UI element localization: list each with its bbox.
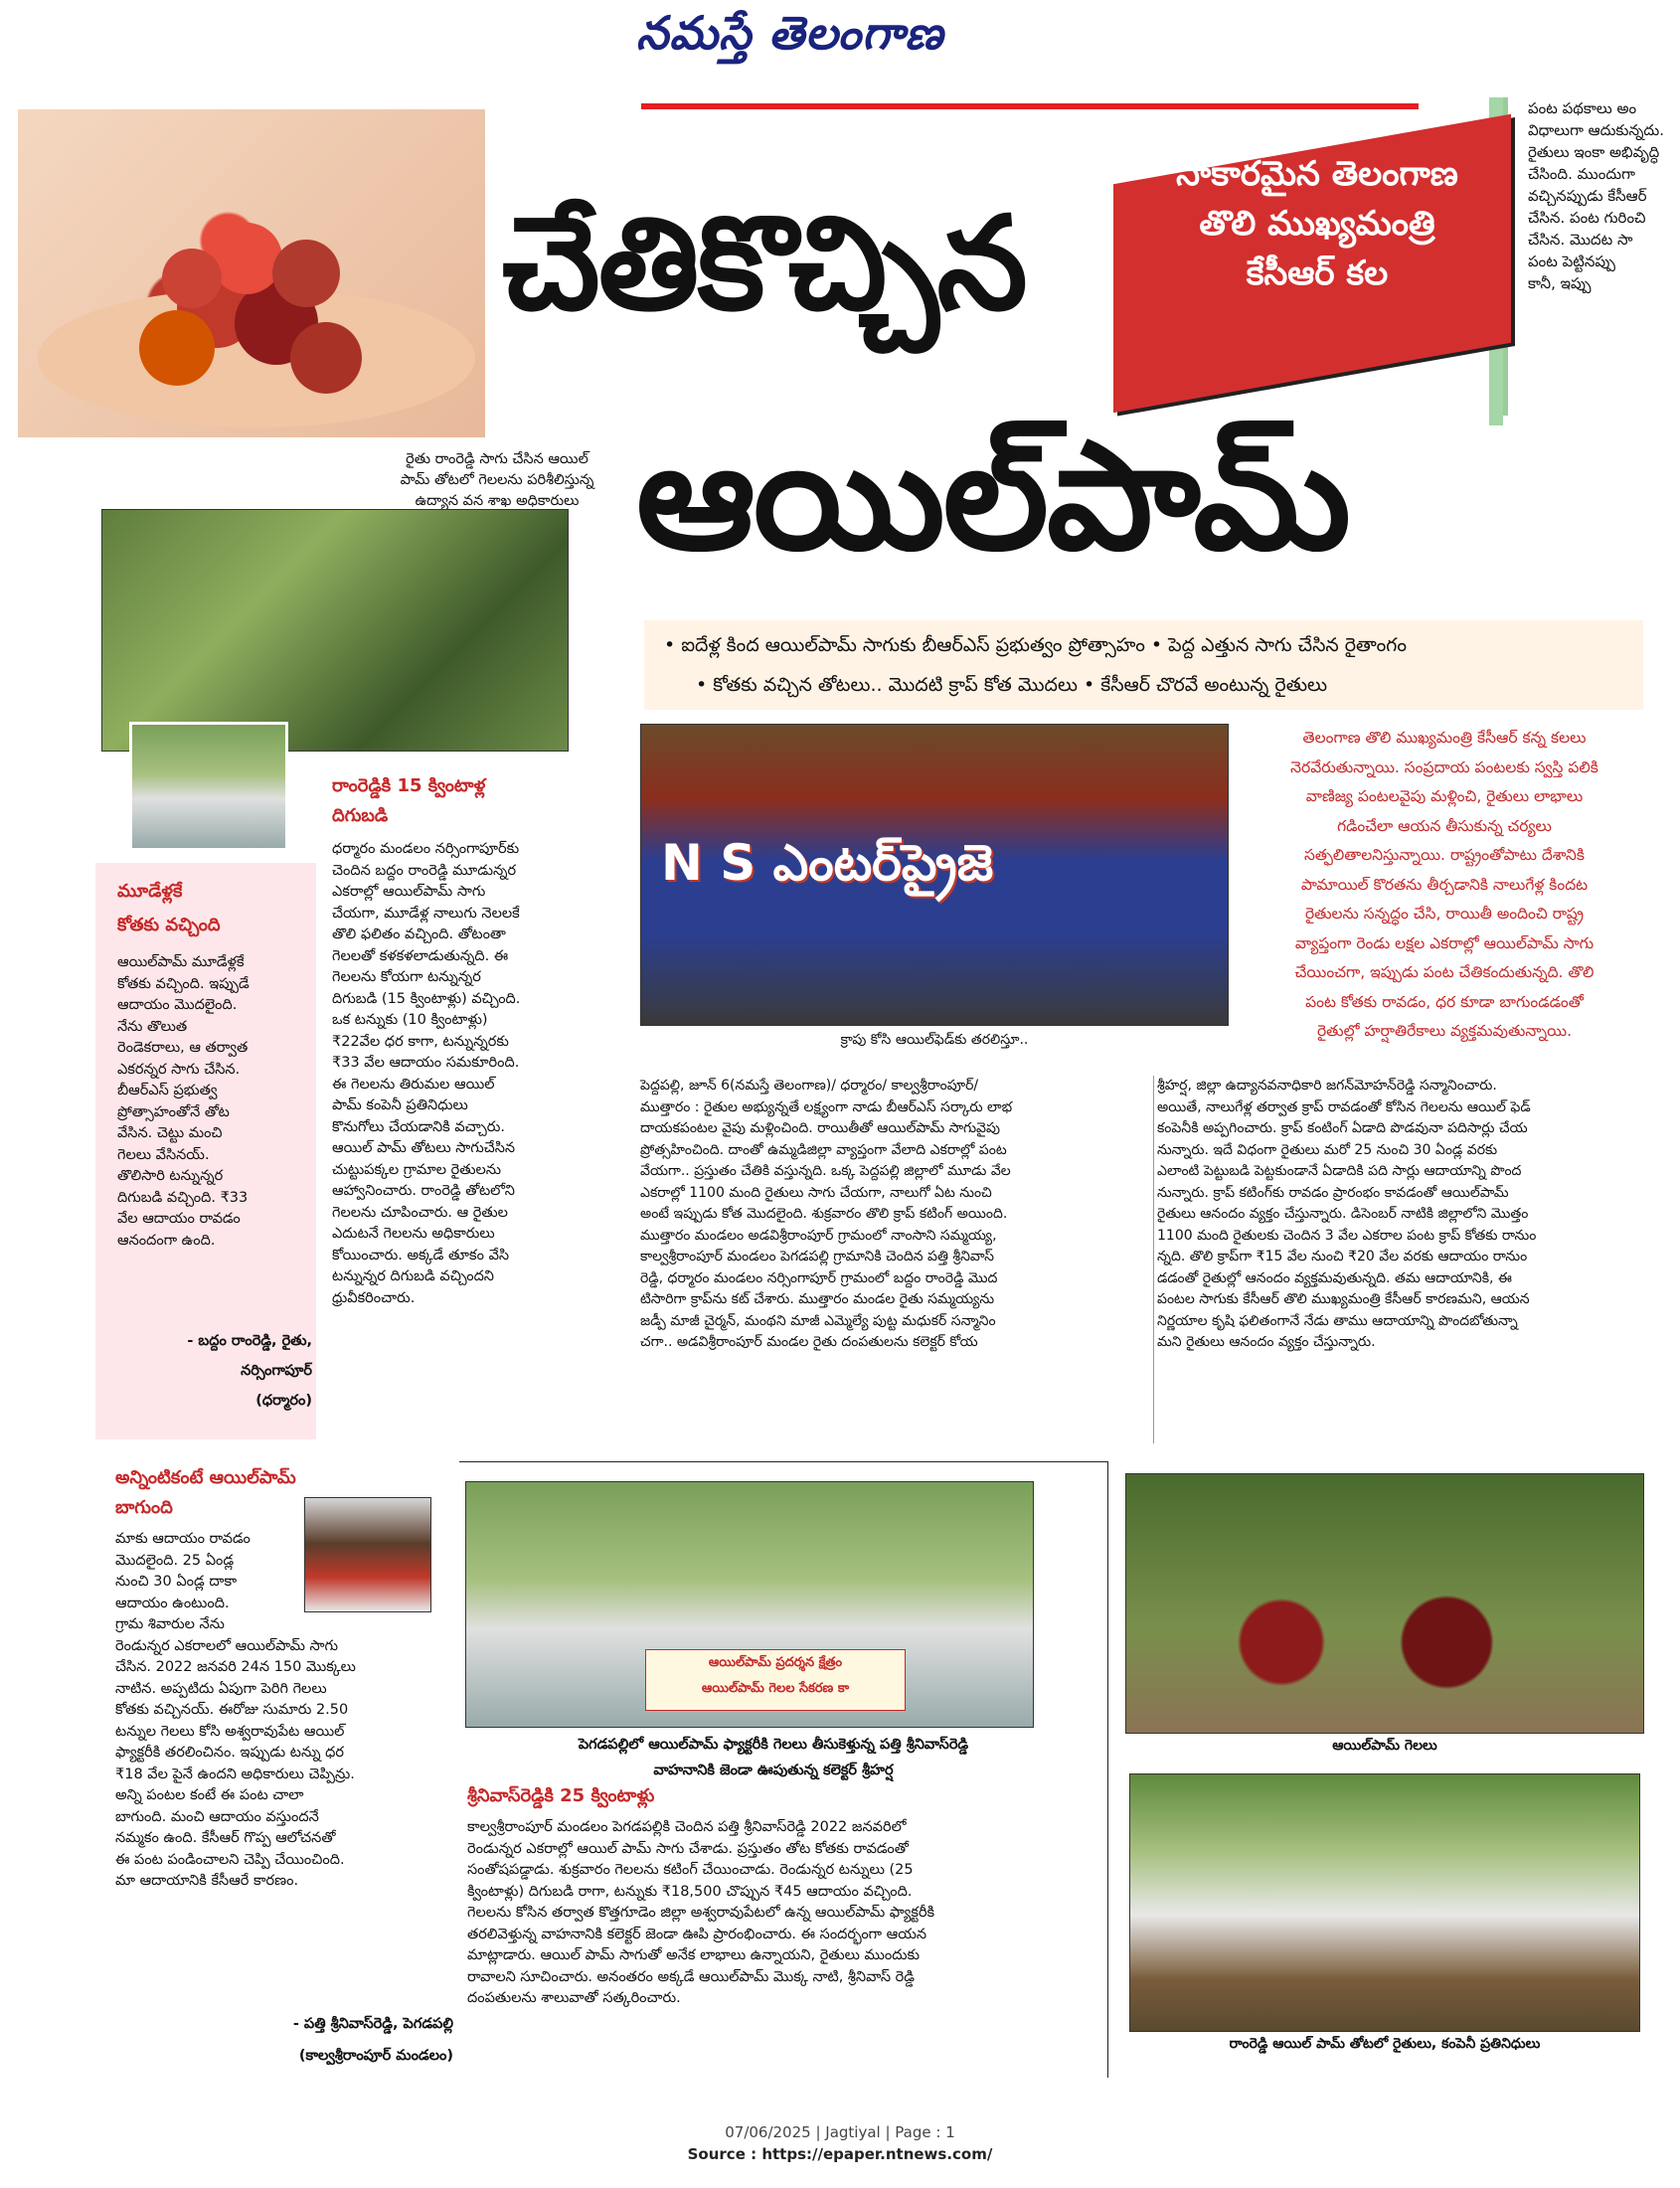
truck-sign: N S ఎంటర్‌ప్రైజె bbox=[661, 834, 994, 892]
side-snippet: పంట పథకాలు అం విధాలుగా ఆదుకున్నదు. రైతులు ఇంకా అభివృద్ధి చేసింది. ముందుగా వచ్చినప్పుడు కేసీఆర్ చేసిన. పంట గురించి చేసిన. మొదట సా పంట పెట్టినప్పు కానీ, ఇప్పు bbox=[1503, 97, 1680, 416]
side-quote1-text: ఆయిల్‌పామ్ మూడేళ్లకే కోతకు వచ్చింది. ఇప్పుడే ఆదాయం మొదలైంది. నేను తొలుత రెండెకరాలు, ఆ తర్వాత ఎకరన్నర సాగు చేసిన. బీఆర్‌ఎస్ ప్రభుత్వ ప్రోత్సాహంతోనే తోట వేసిన. చెట్టు మంచి గెలలు వేసినయ్. తొలిసారి టన్నున్నర దిగుబడి వచ్చింది. ₹33 వేల ఆదాయం రావడం ఆనందంగా ఉంది. bbox=[117, 954, 250, 1249]
masthead-title: నమస్తే తెలంగాణ bbox=[636, 6, 944, 60]
farmer-ramreddy-portrait bbox=[129, 722, 288, 851]
story-srinivas-heading: శ్రీనివాస్‌రెడ్డికి 25 క్వింటాళ్లు bbox=[467, 1785, 655, 1806]
masthead bbox=[636, 6, 1054, 68]
boxed-section-border bbox=[459, 1461, 1107, 1462]
oil-palm-bunches-photo bbox=[1125, 1473, 1644, 1734]
red-banner-text: సాకారమైన తెలంగాణ తొలి ముఖ్యమంత్రి కేసీఆర్ కల bbox=[1176, 154, 1458, 293]
group-caption: రాంరెడ్డి ఆయిల్ పామ్ తోటలో రైతులు, కంపెనీ ప్రతినిధులు bbox=[1229, 2036, 1541, 2052]
side-quote2-text: మాకు ఆదాయం రావడం మొదలైంది. 25 ఏండ్ల నుంచి 30 ఏండ్ల దాకా ఆదాయం ఉంటుంది. గ్రామ శివారుల నేను రెండున్నర ఎకరాలలో ఆయిల్‌పామ్ సాగు చేసిన. 2022 జనవరి 24న 150 మొక్కలు నాటిన. అప్పటిదు ఏపుగా పెరిగి గెలలు కోతకు వచ్చినయ్. ఈరోజు సుమారు 2.50 టన్నుల గెలలు కోసి అశ్వరావుపేట ఆయిల్ ఫ్యాక్టరీకి తరలించినం. ఇప్పుడు టన్ను ధర ₹18 వేల పైనే ఉందని అధికారులు చెప్పిన్రు. అన్ని పంటల కంటే ఈ పంట చాలా బాగుంది. మంచి ఆదాయం వస్తుందనే నమ్మకం ఉంది. కేసీఆర్ గొప్ప ఆలోచనతో ఈ పంట పండించాలని చెప్పి చేయించింది. మా ఆదాయానికి కేసీఆరే కారణం. bbox=[115, 1531, 356, 1889]
flag-caption: పెగడపల్లిలో ఆయిల్‌పామ్ ఫ్యాక్టరీకి గెలలు తీసుకెళ్తున్న పత్తి శ్రీనివాస్‌రెడ్డి వాహనానికి జెండా ఊపుతున్న కలెక్టర్ శ్రీహర్ష bbox=[578, 1737, 969, 1778]
group-photo bbox=[1129, 1773, 1640, 2032]
side-quote1-heading: మూడేళ్లకే కోతకు వచ్చింది bbox=[117, 881, 221, 935]
fruit-in-hands-photo bbox=[18, 109, 485, 437]
side-quote1-signature: - బద్దం రాంరెడ్డి, రైతు, నర్సింగాపూర్ (ధర్మారం) bbox=[187, 1333, 312, 1409]
main-article-col1: పెద్దపల్లి, జూన్ 6(నమస్తే తెలంగాణ)/ ధర్మారం/ కాల్వశ్రీరాంపూర్/ ముత్తారం : రైతుల అభ్యున్నతే లక్ష్యంగా నాడు బీఆర్‌ఎస్ సర్కారు లాభ దాయకపంటల వైపు మళ్లించింది. రాయితీతో ఆయిల్‌పామ్ సాగువైపు ప్రోత్సహించింది. దాంతో ఉమ్మడిజిల్లా వ్యాప్తంగా వేలాది ఎకరాల్లో పంట వేయగా.. ప్రస్తుతం చేతికి వస్తున్నది. ఒక్క పెద్దపల్లి జిల్లాలో మూడు వేల ఎకరాల్లో 1100 మంది రైతులు సాగు చేయగా, నాలుగో ఏట నుంచి అంటే ఇప్పుడు కోత మొదలైంది. శుక్రవారం తొలి క్రాప్ కటింగ్ అయింది. ముత్తారం మండలం అడవిశ్రీరాంపూర్ గ్రామంలో నాంసాని సమ్మయ్య, కాల్వశ్రీరాంపూర్ మండలం పెగడపల్లి గ్రామానికి చెందిన పత్తి శ్రీనివాస్ రెడ్డి, ధర్మారం మండలం నర్సింగాపూర్ గ్రామంలో బద్దం రాంరెడ్డి మొద టిసారిగా క్రాప్‌ను కట్ చేశారు. ముత్తారం మండల రైతు సమ్మయ్యను జడ్పీ మాజీ చైర్మన్, మంథని మాజీ ఎమ్మెల్యే పుట్ట మధుకర్ సన్మానిం చగా.. అడవిశ్రీరాంపూర్ మండల రైతు దంపతులను కలెక్టర్ కోయ bbox=[640, 1078, 1013, 1350]
truck-photo bbox=[640, 724, 1229, 1026]
story-srinivas-text: కాల్వశ్రీరాంపూర్ మండలం పెగడపల్లికి చెందిన పత్తి శ్రీనివాస్‌రెడ్డి 2022 జనవరిలో రెండున్నర ఎకరాల్లో ఆయిల్ పామ్ సాగు చేశాడు. ప్రస్తుతం తోట కోతకు రావడంతో సంతోషపడ్డాడు. శుక్రవారం గెలలను కటింగ్ చేయించాడు. రెండున్నర టన్నులు (25 క్వింటాళ్లు) దిగుబడి రాగా, టన్నుకు ₹18,500 చొప్పున ₹45 ఆదాయం వచ్చింది. గెలలను కోసిన తర్వాత కొత్తగూడెం జిల్లా అశ్వరావుపేటలో ఉన్న ఆయిల్‌పామ్ ఫ్యాక్టరీకి తరలివెళ్తున్న వాహనానికి కలెక్టర్ జెండా ఊపి ప్రారంభించారు. ఈ సందర్భంగా ఆయన మాట్లాడారు. ఆయిల్ పామ్ సాగుతో అనేక లాభాలు ఉన్నాయని, రైతులు ముందుకు రావాలని సూచించారు. అనంతరం అక్కడే ఆయిల్‌పామ్ మొక్క నాటి, శ్రీనివాస్ రెడ్డి దంపతులను శాలువాతో సత్కరించారు. bbox=[467, 1819, 935, 2006]
story-ramreddy-heading: రాంరెడ్డికి 15 క్వింటాళ్ల దిగుబడి bbox=[332, 775, 486, 826]
footer-source-link[interactable]: Source : https://epaper.ntnews.com/ bbox=[687, 2145, 993, 2163]
bullet-row-2: • కోతకు వచ్చిన తోటలు.. మొదటి క్రాప్ కోత మొదలు • కేసీఆర్ చొరవే అంటున్న రైతులు bbox=[696, 674, 1328, 696]
story-ramreddy-text: ధర్మారం మండలం నర్సింగాపూర్‌కు చెందిన బద్దం రాంరెడ్డి మూడున్నర ఎకరాల్లో ఆయిల్‌పామ్ సాగు చేయగా, మూడేళ్ల నాలుగు నెలలకే తొలి ఫలితం వచ్చింది. తోటంతా గెలలతో కళకళలాడుతున్నది. ఈ గెలలను కోయగా టన్నున్నర దిగుబడి (15 క్వింటాళ్లు) వచ్చింది. ఒక టన్నుకు (10 క్వింటాళ్లు) ₹22వేల ధర కాగా, టన్నున్నరకు ₹33 వేల ఆదాయం సమకూరింది. ఈ గెలలను తిరుమల ఆయిల్ పామ్ కంపెనీ ప్రతినిధులు కొనుగోలు చేయడానికి వచ్చారు. ఆయిల్ పామ్ తోటలు సాగుచేసిన చుట్టుపక్కల గ్రామాల రైతులను ఆహ్వానించారు. రాంరెడ్డి తోటలోని గెలలను చూపించారు. ఆ రైతుల ఎదుటనే గెలలను అధికారులు కోయించారు. అక్కడే తూకం వేసి టన్నున్నర దిగుబడి వచ్చిందని ధ్రువీకరించారు. bbox=[332, 841, 521, 1306]
demo-farm-banner: ఆయిల్‌పామ్ ప్రదర్శన క్షేత్రం ఆయిల్‌పామ్ గెలల సేకరణ కా bbox=[645, 1649, 906, 1711]
side-quote2-signature: - పత్తి శ్రీనివాస్‌రెడ్డి, పెగడపల్లి (కాల్వశ్రీరాంపూర్ మండలం) bbox=[292, 2016, 453, 2064]
truck-caption: క్రాపు కోసి ఆయిల్‌ఫెడ్‌కు తరలిస్తూ.. bbox=[840, 1032, 1029, 1048]
headline-line1: చేతికొచ్చిన bbox=[502, 188, 1026, 339]
bunches-caption: ఆయిల్‌పామ్ గెలలు bbox=[1332, 1738, 1437, 1754]
top-photo-caption: రైతు రాంరెడ్డి సాగు చేసిన ఆయిల్ పామ్ తోటలో గెలలను పరిశీలిస్తున్న ఉద్యాన వన శాఖ అధికారులు bbox=[400, 451, 594, 509]
masthead-rule bbox=[641, 103, 1419, 109]
officials-inspecting-photo bbox=[101, 509, 569, 752]
bullet-row-1: • ఐదేళ్ల కింద ఆయిల్‌పామ్ సాగుకు బీఆర్‌ఎస్ ప్రభుత్వం ప్రోత్సాహం • పెద్ద ఎత్తున సాగు చేసిన రైతాంగం bbox=[664, 634, 1407, 656]
intro-text: తెలంగాణ తొలి ముఖ్యమంత్రి కేసీఆర్ కన్న కలలు నెరవేరుతున్నాయి. సంప్రదాయ పంటలకు స్వస్తి పలికి వాణిజ్య పంటలవైపు మళ్లించి, రైతులు లాభాలు గడించేలా ఆయన తీసుకున్న చర్యలు సత్ఫలితాలనిస్తున్నాయి. రాష్ట్రంతోపాటు దేశానికి పామాయిల్ కొరతను తీర్చడానికి నాలుగేళ్ల కిందట రైతులను సన్నద్ధం చేసి, రాయితీ అందించి రాష్ట్ర వ్యాప్తంగా రెండు లక్షల ఎకరాల్లో ఆయిల్‌పామ్ సాగు చేయించగా, ఇప్పుడు పంట చేతికందుతున్నది. తొలి పంట కోతకు రావడం, ధర కూడా బాగుండడంతో రైతుల్లో హర్షాతిరేకాలు వ్యక్తమవుతున్నాయి. bbox=[1290, 729, 1598, 1040]
headline-line2: ఆయిల్‌పామ్ bbox=[636, 411, 1349, 584]
main-article-col2: శ్రీహర్ష, జిల్లా ఉద్యానవనాధికారి జగన్‌మోహన్‌రెడ్డి సన్మానించారు. అయితే, నాలుగేళ్ల తర్వాత క్రాప్ రావడంతో కోసిన గెలలను ఆయిల్ ఫెడ్ కంపెనీకి అప్పగించారు. క్రాప్ కంటింగ్ ఏడాది పొడవునా పదిసార్లు చేయ నున్నారు. ఇదే విధంగా రైతులు మరో 25 నుంచి 30 ఏండ్ల వరకు ఎలాంటి పెట్టుబడి పెట్టకుండానే ఏడాదికి పది సార్లు ఆదాయాన్ని పొంద నున్నారు. క్రాప్ కటింగ్‌కు రావడం ప్రారంభం కావడంతో ఆయిల్‌పామ్ రైతులు ఆనందం వ్యక్తం చేస్తున్నారు. డిసెంబర్ నాటికి జిల్లాలోని మొత్తం 1100 మంది రైతులకు చెందిన 3 వేల ఎకరాల పంట క్రాప్ కోతకు రానుం న్నది. తొలి క్రాప్‌గా ₹15 వేల నుంచి ₹20 వేల వరకు ఆదాయం రానుం డడంతో రైతుల్లో ఆనందం వ్యక్తమవుతున్నది. తమ ఆదాయానికి, ఈ పంటల సాగుకు కేసీఆర్ తొలి ముఖ్యమంత్రి కేసీఆర్ కారణమని, ఆయన నిర్ణయాల కృషి ఫలితంగానే నేడు తాము ఆదాయాన్ని పొందబోతున్నా మని రైతులు ఆనందం వ్యక్తం చేస్తున్నారు. bbox=[1157, 1078, 1537, 1350]
boxed-section-right-border bbox=[1107, 1461, 1108, 2078]
footer-line1: 07/06/2025 | Jagtiyal | Page : 1 bbox=[725, 2123, 955, 2141]
flag-ceremony-photo bbox=[465, 1481, 1034, 1728]
side-quote2-heading: అన్నింటికంటే ఆయిల్‌పామ్ బాగుంది bbox=[115, 1467, 296, 1518]
column-divider bbox=[1153, 1076, 1154, 1443]
fruit-in-hands-illustration bbox=[18, 109, 485, 437]
